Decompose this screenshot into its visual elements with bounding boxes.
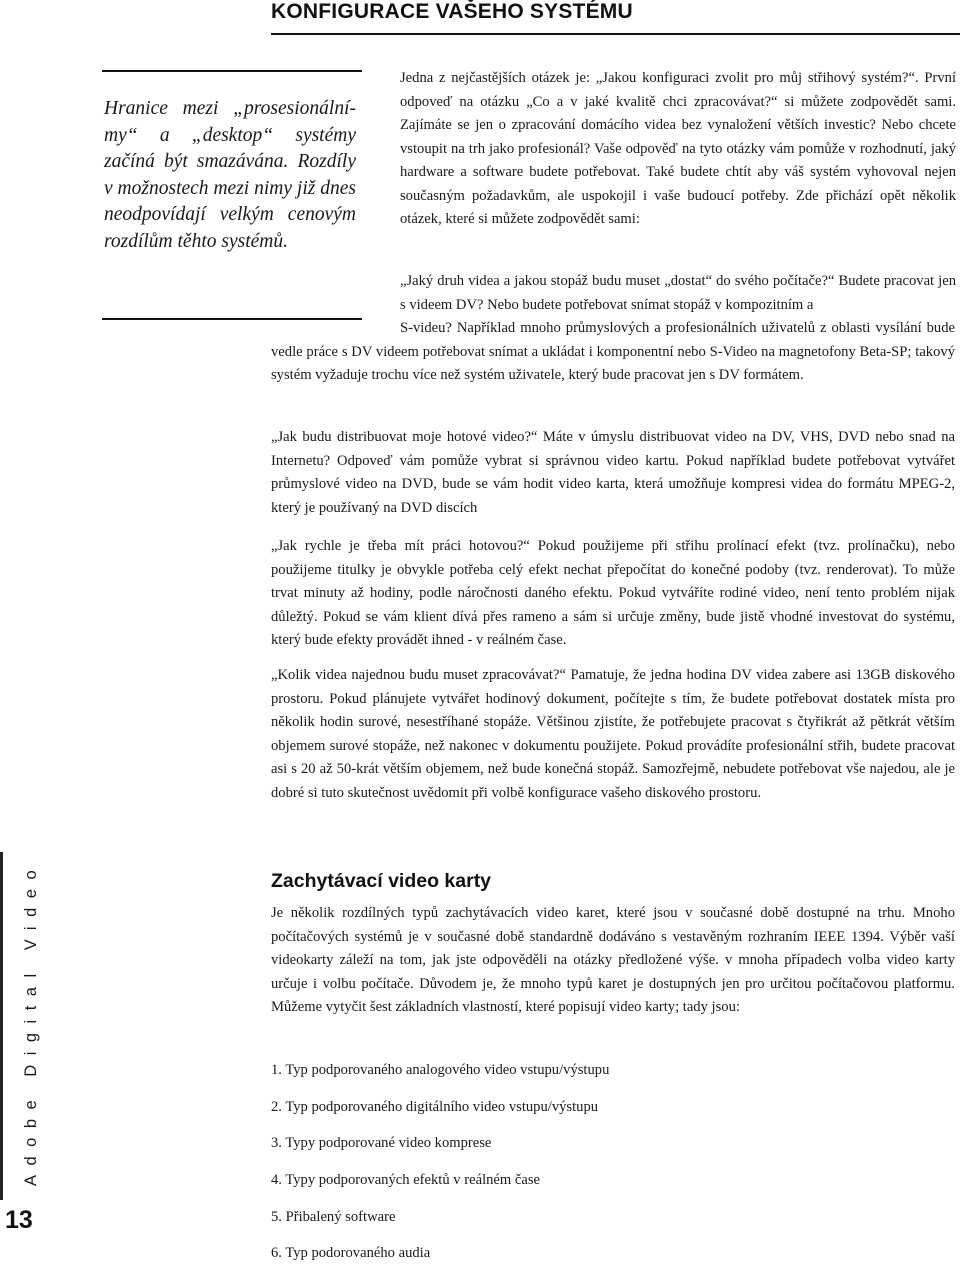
question-1-continued: S-videu? Například mnoho průmyslových a profesionálních uživatelů z oblasti vysílání bude vedle práce s DV videem potřebovat snímat a ukládat i komponentní nebo S-Video na magnetofony Beta-SP; takový systém vyžaduje trochu více než systém uživatele, který bude pracovat jen s DV formátem. xyxy=(271,320,955,383)
question-3-paragraph: „Jak rychle je třeba mít práci hotovou?“ Pokud použijeme při střihu prolínací efekt (tvz. prolínačku), nebo použijeme titulky je obvykle potřeba celý efekt nechat přepočítat do konečné podoby (tvz. renderovat). To může trvat minuty až hodiny, podle náročnosti daného efektu. Pokud vytváříte rodiné video, není tento problém nijak důležtý. Pokud se vám klient dívá přes rameno a sám si určuje změny, bude jistě vhodné investovat do systému, který bude efekty provádět ihned - v reálném čase. xyxy=(271,538,955,648)
pull-quote-top-rule xyxy=(102,70,362,72)
intro-paragraph: Jedna z nejčastějších otázek je: „Jakou konfiguraci zvolit pro můj střihový systém?“. První odpoveď na otázku „Co a v jaké kvalitě chci zpracovávat?“ si můžete zodpovědět sami. Zajímáte se jen o zpracování domácího videa bez vynaložení větších investic? Nebo chcete vstoupit na trh jako profesionál? Vaše odpověď na tyto otázky vám pomůže v rozhodnutí, jaký hardware a software budete potřebovat. Také budete chtít aby váš systém vyhovoval nejen současným požadavkům, ale uspokojil i vaše budoucí potřeby. Zde přichází opět několik otázek, které si můžete zodpovědět sami: xyxy=(400,70,956,227)
list-item: 5. Přibalený software xyxy=(271,1208,396,1225)
list-item: 1. Typ podporovaného analogového video vstupu/výstupu xyxy=(271,1062,610,1078)
page-number: 13 xyxy=(5,1206,33,1234)
question-1-paragraph: „Jaký druh videa a jakou stopáž budu muset „dostat“ do svého počítače?“ Budete pracovat jen s videem DV? Nebo budete potřebovat snímat stopáž v kompozitním a xyxy=(400,273,956,313)
side-tab-bar xyxy=(0,852,3,1200)
list-item: 6. Typ podorovaného audia xyxy=(271,1245,431,1262)
question-4-paragraph: „Kolik videa najednou budu muset zpracovávat?“ Pamatuje, že jedna hodina DV videa zabere asi 13GB diskového prostoru. Pokud plánujete vytvářet hodinový dokument, počítejte s tím, že budete potřebovat dostatek místa pro několik hodin surové, nesestříhané stopáže. Většinou zjistíte, že potřebujete pracovat s čtyřikrát až pětkrát větším objemem surové stopáže, než nakonec v dokumentu použijete. Pokud provádíte profesionální střih, budete pracovat asi s 20 až 50-krát větším objemem, než bude konečná stopáž. Samozřejmě, nebudete potřebovat vše najedou, ale je dobré si tuto skutečnost uvědomit při volbě konfigurace vašeho diskového prostoru. xyxy=(271,667,955,801)
section-intro-paragraph: Je několik rozdílných typů zachytávacích video karet, které jsou v současné době dostupné na trhu. Mnoho počítačových systémů je v současné době standardně dodáváno s vestavěným rozhraním IEEE 1394. Výběr vaší videokarty záleží na tom, jak jste odpověděli na otázky předložené výše. v mnoha případech volba video karty určuje i volbu počítače. Důvodem je, že mnoho typů karet je dostupných jen pro určitou počítačovou platformu. Můžeme vytyčit šest základních vlastností, které popisují video karty; tady jsou: xyxy=(271,905,955,1015)
video-card-properties-list xyxy=(271,1060,609,1280)
section-heading: Zachytávací video karty xyxy=(271,870,492,892)
list-item: 2. Typ podporovaného digitálního video vstupu/výstupu xyxy=(271,1098,599,1115)
side-book-title: Adobe Digital Video xyxy=(22,860,40,1186)
pull-quote: Hranice mezi „prosesionální-my“ a „desktop“ systémy začíná být smazávána. Rozdíly v možnostech mezi nimy již dnes neodpovídají velkým cenovým rozdílům těhto systémů. xyxy=(104,98,356,252)
list-item: 4. Typy podporovaných efektů v reálném čase xyxy=(271,1172,541,1189)
header-rule xyxy=(271,33,960,35)
question-2-paragraph: „Jak budu distribuovat moje hotové video?“ Máte v úmyslu distribuovat video na DV, VHS, DVD nebo snad na Internetu? Odpoveď vám pomůže vybrat si správnou video kartu. Pokud například budete potřebovat vytvářet průmyslové video na DVD, bude se vám hodit video karta, která umožňuje kompresi videa do formátu MPEG-2, který je používaný na DVD discích xyxy=(271,429,955,516)
page-header-title: KONFIGURACE VAŠEHO SYSTÉMU xyxy=(271,0,633,23)
list-item: 3. Typy podporované video komprese xyxy=(271,1135,492,1152)
